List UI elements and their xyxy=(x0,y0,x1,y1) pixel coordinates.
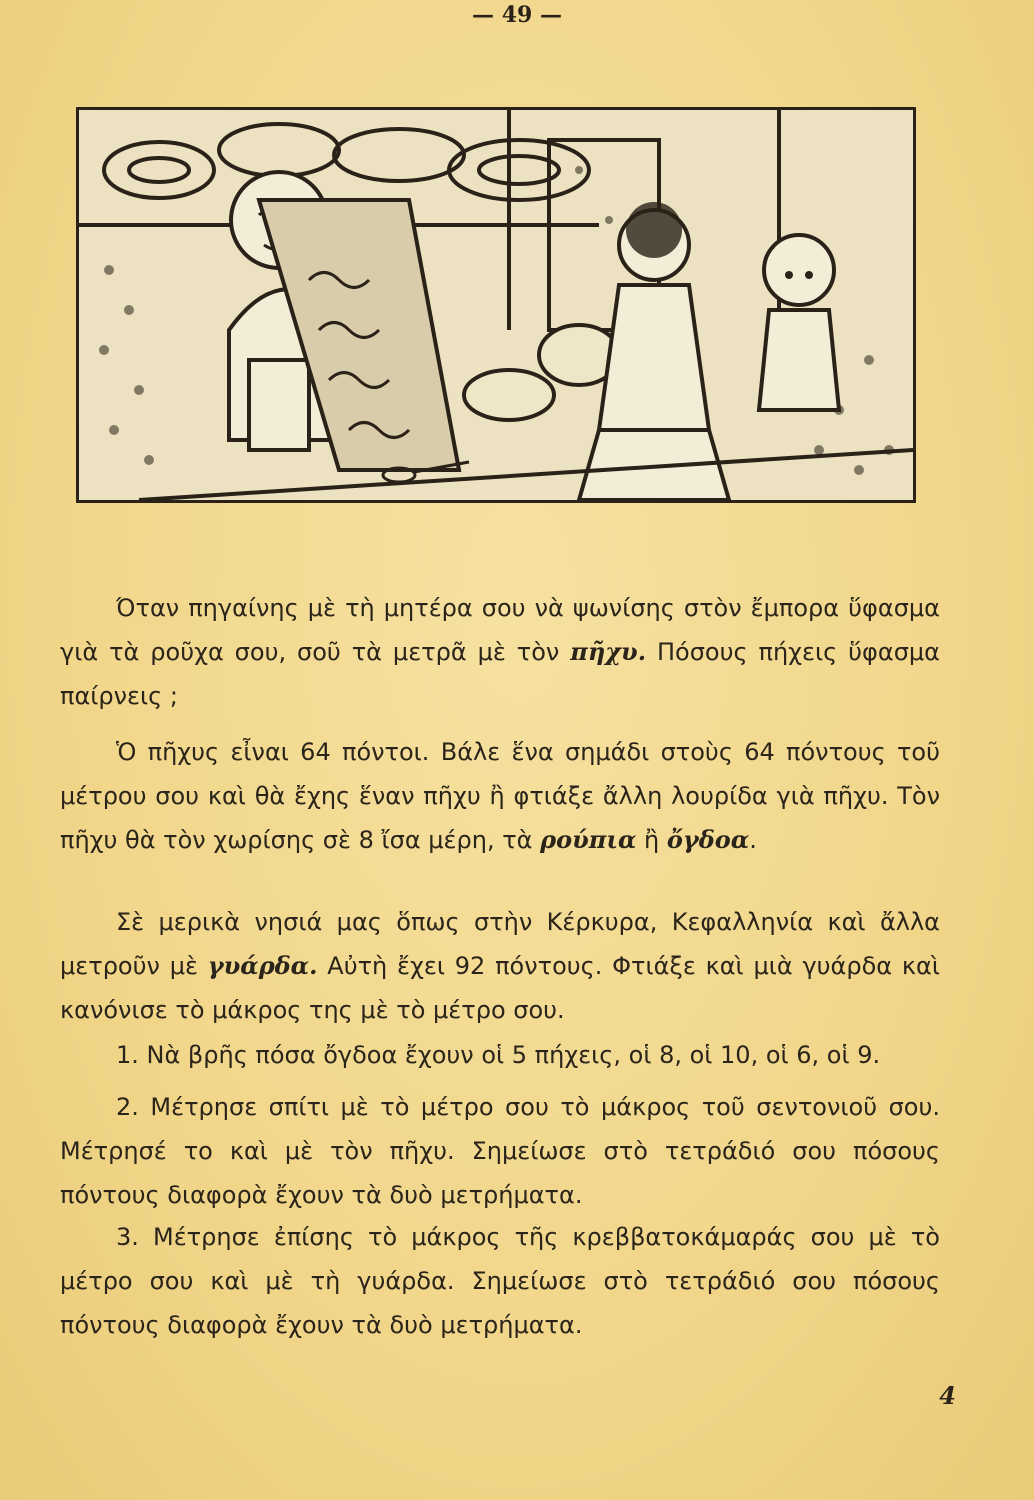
paragraph-intro-question: Πόσους πήχεις ὕφασμα παίρνεις ; xyxy=(60,638,940,710)
paragraph-intro-text: Όταν πηγαίνης μὲ τὴ μητέρα σου νὰ ψωνίσης στὸν ἔμπορα ὕφασμα γιὰ τὰ ροῦχα σου, σοῦ τὰ μετρᾶ μὲ τὸν xyxy=(60,594,940,666)
illustration-drawing xyxy=(79,110,913,500)
keyword-gyarda: γυάρδα. xyxy=(207,951,318,980)
fabric-shop-illustration xyxy=(76,107,916,503)
exercise-1: 1. Νὰ βρῆς πόσα ὄγδοα ἔχουν οἱ 5 πήχεις, οἱ 8, οἱ 10, οἱ 6, οἱ 9. xyxy=(116,1041,881,1069)
keyword-ogdoa: ὄγδοα xyxy=(666,825,750,854)
sheet-signature-mark: 4 xyxy=(939,1381,956,1410)
paragraph-pichys-or: ἢ xyxy=(636,826,667,854)
keyword-roupia: ρούπια xyxy=(540,825,637,854)
paragraph-pichys-text: Ὁ πῆχυς εἶναι 64 πόντοι. Βάλε ἕνα σημάδι στοὺς 64 πόντους τοῦ μέτρου σου καὶ θὰ ἔχης ἕναν πῆχυ ἢ φτιάξε ἄλλη λουρίδα γιὰ πῆχυ. Τὸν πῆχυ θὰ τὸν χωρίσης σὲ 8 ἴσα μέρη, τὰ xyxy=(60,738,940,854)
paragraph-pichys xyxy=(60,730,940,862)
exercise-3: 3. Μέτρησε ἐπίσης τὸ μάκρος τῆς κρεββατοκάμαράς σου μὲ τὸ μέτρο σου καὶ μὲ τὴ γυάρδα. Σημείωσε στὸ τετράδιό σου πόσους πόντους διαφορὰ ἔχουν τὰ δυὸ μετρήματα. xyxy=(60,1223,940,1339)
paragraph-yarda xyxy=(60,900,940,1032)
paragraph-yarda-text: Σὲ μερικὰ νησιά μας ὅπως στὴν Κέρκυρα, Κεφαλληνία καὶ ἄλλα μετροῦν μὲ xyxy=(60,908,940,980)
paragraph-pichys-end: . xyxy=(749,826,757,854)
keyword-pichy: πῆχυ. xyxy=(570,637,647,666)
paragraph-intro xyxy=(60,586,940,718)
paragraph-yarda-rest: Αὐτὴ ἔχει 92 πόντους. Φτιάξε καὶ μιὰ γυάρδα καὶ κανόνισε τὸ μάκρος της μὲ τὸ μέτρο σου. xyxy=(60,952,940,1024)
exercise-2: 2. Μέτρησε σπίτι μὲ τὸ μέτρο σου τὸ μάκρος τοῦ σεντονιοῦ σου. Μέτρησέ το καὶ μὲ τὸν πῆχυ. Σημείωσε στὸ τετράδιό σου πόσους πόντους διαφορὰ ἔχουν τὰ δυὸ μετρήματα. xyxy=(60,1093,940,1209)
page-number: — 49 — xyxy=(472,2,562,28)
